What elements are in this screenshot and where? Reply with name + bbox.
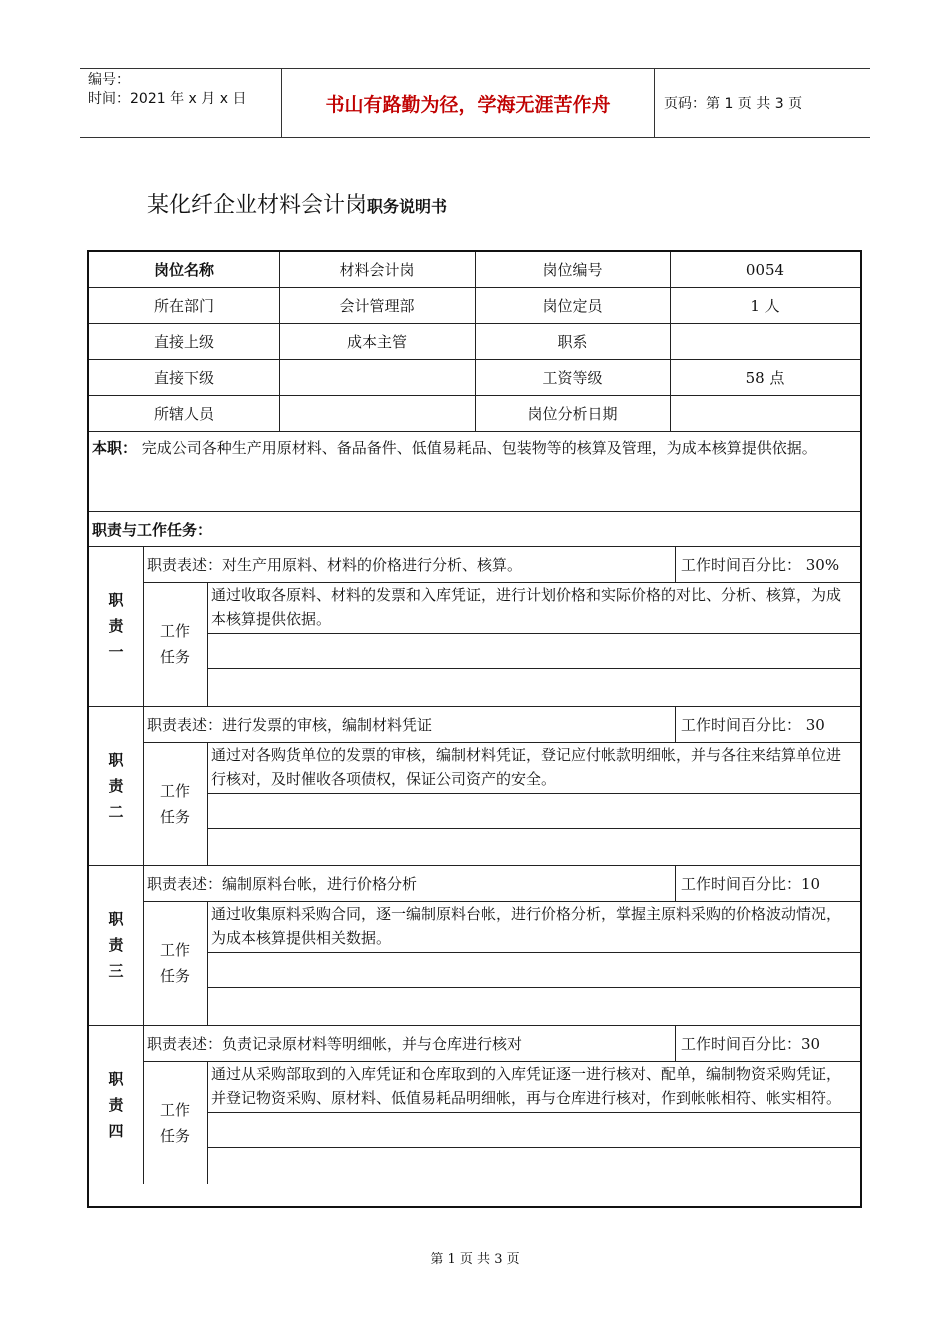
duty-label-char: 职 [108,750,124,769]
duty-divider [207,1147,860,1148]
info-label-job-family: 职系 [557,332,588,351]
duty-four-label [89,1025,143,1184]
duty-three-task: 通过收集原料采购合同，逐一编制原料台帐，进行价格分析，掌握主原料采购的价格波动情况，为成本核算提供相关数据。 [211,905,842,947]
page-info: 页码：第 1 页 共 3 页 [664,96,803,112]
job-description-table [87,250,862,1208]
duty-three-time-percent: 工作时间百分比：10 [681,874,821,893]
work-task-label [143,742,207,865]
duty-divider [207,1112,860,1113]
info-label-subordinate: 直接下级 [153,368,214,387]
duty-one-task: 通过收取各原料、材料的发票和入库凭证，进行计划价格和实际价格的对比、分析、核算，为成本核算提供依据。 [211,586,842,628]
work-task-label [143,901,207,1025]
info-value-salary-grade: 58 点 [745,368,785,387]
duty-three-description: 职责表述：编制原料台帐，进行价格分析 [147,874,418,893]
core-duty [92,436,858,460]
work-task-label-line: 任务 [159,648,190,666]
duty-four-task: 通过从采购部取到的入库凭证和仓库取到的入库凭证逐一进行核对、配单，编制物资采购凭证，并登记物资采购、原材料、低值易耗品明细帐，再与仓库进行核对，作到帐帐相符、帐实相符。 [211,1065,842,1107]
info-label-salary-grade: 工资等级 [542,368,603,387]
work-task-label-line: 工作 [159,622,190,640]
info-value-department: 会计管理部 [339,296,415,315]
info-value-job-family [670,323,860,359]
tasks-header: 职责与工作任务： [92,520,213,539]
duty-three-label [89,865,143,1025]
document-title [147,188,447,219]
info-label-analysis-date: 岗位分析日期 [527,404,618,423]
header-meta [80,69,282,137]
duty-one-label [89,546,143,706]
page-footer: 第 1 页 共 3 页 [430,1252,520,1267]
duty-label-char: 责 [108,776,124,795]
info-value-analysis-date [670,395,860,431]
work-task-label-line: 工作 [159,941,190,959]
duty-divider [207,1061,208,1184]
duty-label-char: 三 [108,962,124,980]
motto: 书山有路勤为径，学海无涯苦作舟 [282,69,655,137]
info-label-superior: 直接上级 [153,332,214,351]
duty-divider [207,952,860,953]
info-label-department: 所在部门 [153,296,214,315]
duty-four-time-percent: 工作时间百分比：30 [681,1034,821,1053]
duty-label-char: 责 [108,1095,124,1114]
duty-label-char: 四 [108,1121,124,1140]
info-label-headcount: 岗位定员 [542,296,603,315]
duty-divider [207,582,208,706]
duty-label-char: 职 [108,1069,124,1088]
work-task-label-line: 任务 [159,807,190,826]
duty-one-time-percent: 工作时间百分比： 30% [681,555,840,574]
duty-label-char: 责 [108,617,124,635]
duty-two-description: 职责表述：进行发票的审核，编制材料凭证 [147,715,433,734]
info-label-code: 岗位编号 [542,261,603,279]
info-value-headcount: 1 人 [750,296,780,315]
info-value-position: 材料会计岗 [339,261,415,279]
core-duty-text: 完成公司各种生产用原材料、备品备件、低值易耗品、包装物等的核算及管理，为成本核算提供依据。 [141,439,817,457]
info-value-code: 0054 [745,260,785,279]
info-label-position: 岗位名称 [153,261,214,279]
duty-label-char: 职 [108,591,124,609]
duty-four-description: 职责表述：负责记录原材料等明细帐，并与仓库进行核对 [147,1034,523,1053]
info-label-staff: 所辖人员 [153,404,214,423]
work-task-label-line: 工作 [159,781,190,800]
info-value-superior: 成本主管 [346,332,407,351]
info-value-staff [279,395,475,431]
document-header [80,68,870,138]
duty-divider [207,987,860,988]
duty-divider [207,633,860,634]
duty-label-char: 职 [108,910,124,928]
title-sub: 职务说明书 [367,197,448,216]
duty-label-char: 二 [108,802,124,821]
time-label: 时间：2021 年 x 月 x 日 [88,91,247,107]
info-value-subordinate [279,359,475,395]
work-task-label-line: 工作 [159,1100,190,1119]
title-main: 某化纤企业材料会计岗 [147,193,368,218]
duty-one-description: 职责表述：对生产用原料、材料的价格进行分析、核算。 [147,555,523,574]
work-task-label-line: 任务 [159,1126,190,1145]
work-task-label [143,1061,207,1184]
duty-divider [207,668,860,669]
duty-two-label [89,706,143,865]
duty-divider [207,742,208,865]
duty-divider [207,793,860,794]
duty-divider [207,828,860,829]
work-task-label [143,582,207,706]
duty-two-time-percent: 工作时间百分比： 30 [681,715,825,734]
duty-divider [207,901,208,1025]
duty-two-task: 通过对各购货单位的发票的审核，编制材料凭证，登记应付帐款明细帐，并与各往来结算单位进行核对，及时催收各项债权，保证公司资产的安全。 [211,746,842,788]
duty-label-char: 责 [108,936,124,954]
number-label: 编号： [88,72,130,88]
duty-label-char: 一 [108,643,124,661]
work-task-label-line: 任务 [159,967,190,985]
core-duty-label: 本职： [92,439,138,457]
